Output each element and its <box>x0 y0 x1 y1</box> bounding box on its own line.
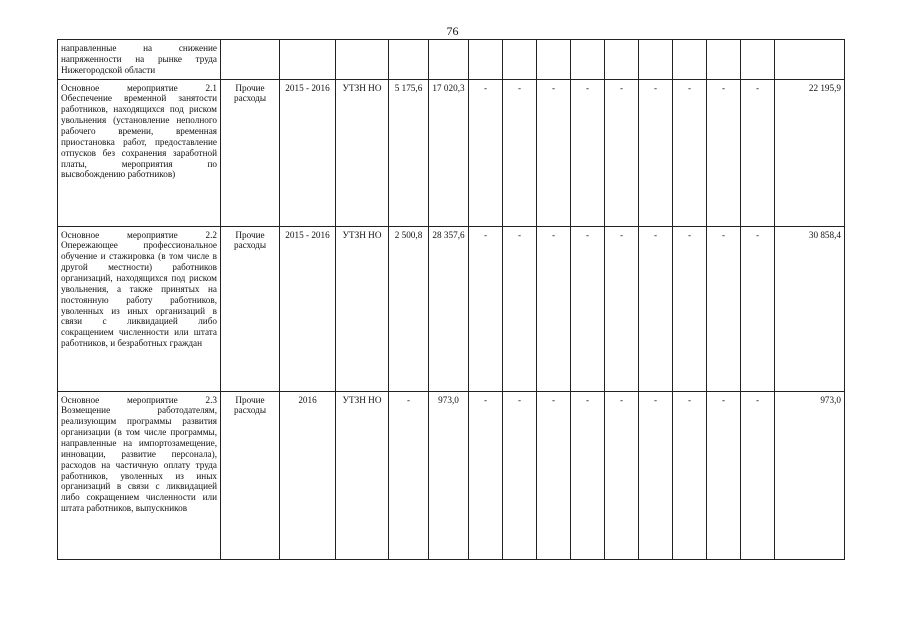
table-cell <box>741 40 775 80</box>
table-cell: - <box>741 226 775 391</box>
table-cell: Прочие расходы <box>221 226 280 391</box>
table-cell: Прочие расходы <box>221 391 280 559</box>
table-cell: - <box>605 226 639 391</box>
table-cell <box>336 40 389 80</box>
table-cell: - <box>469 79 503 226</box>
table-cell: - <box>707 391 741 559</box>
table-cell <box>389 40 429 80</box>
table-cell: - <box>741 391 775 559</box>
table-cell: 973,0 <box>775 391 845 559</box>
program-table <box>57 39 845 560</box>
table-cell <box>503 40 537 80</box>
table-cell: УТЗН НО <box>336 226 389 391</box>
table-cell: 2016 <box>280 391 336 559</box>
table-cell <box>707 40 741 80</box>
table-row <box>58 391 845 559</box>
table-cell <box>429 40 469 80</box>
table-cell <box>469 40 503 80</box>
table-cell: - <box>571 391 605 559</box>
table-cell <box>673 40 707 80</box>
page-number: 76 <box>446 24 459 38</box>
table-cell: 2015 - 2016 <box>280 226 336 391</box>
activity-description: Основное мероприятие 2.3 Возмещение работодателям, реализующим программы развития организации (в том числе программы, направленные на импортозамещение, инновации, развитие персонала), расходов на частичную оплату труда работников, уволенных из иных организаций в связи с ликвидацией либо сокращением численности или штата работников, выпускников <box>58 391 221 559</box>
table-cell: - <box>605 391 639 559</box>
table-cell: 28 357,6 <box>429 226 469 391</box>
table-cell: 973,0 <box>429 391 469 559</box>
table-cell: - <box>389 391 429 559</box>
table-cell <box>775 40 845 80</box>
table-cell: 22 195,9 <box>775 79 845 226</box>
activity-description: Основное мероприятие 2.1 Обеспечение временной занятости работников, находящихся под риском увольнения (установление неполного рабочего времени, временная приостановка работ, предоставление отпусков без сохранения заработной платы, мероприятия по высвобождению работников) <box>58 79 221 226</box>
table-cell <box>571 40 605 80</box>
table-cell: - <box>469 391 503 559</box>
table-cell: 2 500,8 <box>389 226 429 391</box>
activity-description: направленные на снижение напряженности на рынке труда Нижегородской области <box>58 40 221 80</box>
table-cell <box>537 40 571 80</box>
table-cell <box>639 40 673 80</box>
table-cell <box>221 40 280 80</box>
table-cell: - <box>571 79 605 226</box>
table-cell: Прочие расходы <box>221 79 280 226</box>
table-row <box>58 226 845 391</box>
table-cell: - <box>639 79 673 226</box>
activity-description: Основное мероприятие 2.2 Опережающее профессиональное обучение и стажировка (в том числе в другой местности) работников организаций, находящихся под риском увольнения, а также принятых на постоянную работу работников, уволенных из иных организаций в связи с ликвидацией либо сокращением численности или штата работников, и безработных граждан <box>58 226 221 391</box>
table-cell: - <box>639 391 673 559</box>
table-cell <box>280 40 336 80</box>
table-cell: - <box>571 226 605 391</box>
table-cell: - <box>537 391 571 559</box>
table-cell: - <box>639 226 673 391</box>
table-cell: - <box>469 226 503 391</box>
table-cell: 17 020,3 <box>429 79 469 226</box>
table-row <box>58 79 845 226</box>
table-cell: - <box>673 79 707 226</box>
table-cell: 2015 - 2016 <box>280 79 336 226</box>
table-cell: 5 175,6 <box>389 79 429 226</box>
table-cell: - <box>741 79 775 226</box>
table-cell: - <box>707 226 741 391</box>
table-cell <box>605 40 639 80</box>
table-cell: - <box>537 79 571 226</box>
table-row <box>58 40 845 80</box>
table-cell: - <box>707 79 741 226</box>
table-cell: - <box>503 391 537 559</box>
table-cell: УТЗН НО <box>336 79 389 226</box>
table-cell: - <box>605 79 639 226</box>
table-cell: - <box>673 226 707 391</box>
table-cell: - <box>503 226 537 391</box>
table-cell: - <box>537 226 571 391</box>
table-cell: - <box>673 391 707 559</box>
table-cell: 30 858,4 <box>775 226 845 391</box>
table-cell: - <box>503 79 537 226</box>
table-cell: УТЗН НО <box>336 391 389 559</box>
